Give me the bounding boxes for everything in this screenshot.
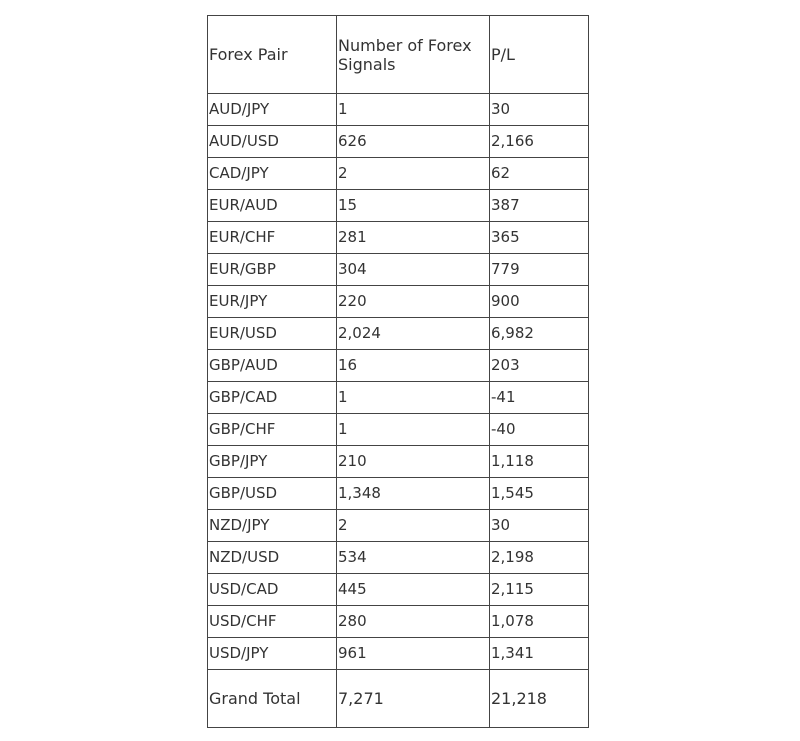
pl-cell: 62 xyxy=(490,158,589,190)
column-header-pl: P/L xyxy=(490,16,589,94)
forex-signals-table xyxy=(207,15,589,728)
forex-pair-cell: EUR/AUD xyxy=(208,190,337,222)
forex-pair-cell: USD/JPY xyxy=(208,638,337,670)
table-row xyxy=(208,542,589,574)
signal-count-cell: 626 xyxy=(337,126,490,158)
signal-count-cell: 961 xyxy=(337,638,490,670)
table-row xyxy=(208,318,589,350)
forex-pair-cell: AUD/JPY xyxy=(208,94,337,126)
forex-pair-cell: GBP/CHF xyxy=(208,414,337,446)
pl-cell: 6,982 xyxy=(490,318,589,350)
signal-count-cell: 534 xyxy=(337,542,490,574)
forex-pair-cell: EUR/CHF xyxy=(208,222,337,254)
table-row xyxy=(208,382,589,414)
grand-total-row xyxy=(208,670,589,728)
column-header-signals: Number of Forex Signals xyxy=(337,16,490,94)
table-row xyxy=(208,254,589,286)
pl-cell: 1,545 xyxy=(490,478,589,510)
signal-count-cell: 1 xyxy=(337,94,490,126)
table-row xyxy=(208,286,589,318)
pl-cell: 365 xyxy=(490,222,589,254)
signal-count-cell: 281 xyxy=(337,222,490,254)
column-header-pair: Forex Pair xyxy=(208,16,337,94)
forex-pair-cell: EUR/GBP xyxy=(208,254,337,286)
table-row xyxy=(208,510,589,542)
forex-pair-cell: AUD/USD xyxy=(208,126,337,158)
table-row xyxy=(208,606,589,638)
pl-cell: -41 xyxy=(490,382,589,414)
forex-pair-cell: USD/CAD xyxy=(208,574,337,606)
forex-pair-cell: EUR/JPY xyxy=(208,286,337,318)
signal-count-cell: 280 xyxy=(337,606,490,638)
grand-total-signals: 7,271 xyxy=(337,670,490,728)
pl-cell: 900 xyxy=(490,286,589,318)
table-row xyxy=(208,574,589,606)
pl-cell: 2,198 xyxy=(490,542,589,574)
pl-cell: 2,115 xyxy=(490,574,589,606)
header-row xyxy=(208,16,589,94)
forex-pair-cell: GBP/JPY xyxy=(208,446,337,478)
table-row xyxy=(208,222,589,254)
signal-count-cell: 304 xyxy=(337,254,490,286)
signal-count-cell: 15 xyxy=(337,190,490,222)
pl-cell: 779 xyxy=(490,254,589,286)
forex-pair-cell: NZD/USD xyxy=(208,542,337,574)
signal-count-cell: 1,348 xyxy=(337,478,490,510)
signal-count-cell: 2 xyxy=(337,158,490,190)
table-row xyxy=(208,446,589,478)
forex-pair-cell: USD/CHF xyxy=(208,606,337,638)
pl-cell: 1,118 xyxy=(490,446,589,478)
forex-pair-cell: GBP/USD xyxy=(208,478,337,510)
signal-count-cell: 1 xyxy=(337,414,490,446)
table-row xyxy=(208,158,589,190)
table-row xyxy=(208,126,589,158)
pl-cell: 203 xyxy=(490,350,589,382)
pl-cell: -40 xyxy=(490,414,589,446)
signal-count-cell: 220 xyxy=(337,286,490,318)
grand-total-label: Grand Total xyxy=(208,670,337,728)
pl-cell: 387 xyxy=(490,190,589,222)
signal-count-cell: 2,024 xyxy=(337,318,490,350)
table-row xyxy=(208,478,589,510)
pl-cell: 30 xyxy=(490,510,589,542)
table-row xyxy=(208,350,589,382)
table-row xyxy=(208,414,589,446)
forex-pair-cell: EUR/USD xyxy=(208,318,337,350)
pl-cell: 30 xyxy=(490,94,589,126)
table-row xyxy=(208,190,589,222)
table-body xyxy=(208,94,589,670)
signal-count-cell: 16 xyxy=(337,350,490,382)
forex-pair-cell: CAD/JPY xyxy=(208,158,337,190)
table-row xyxy=(208,94,589,126)
forex-pair-cell: NZD/JPY xyxy=(208,510,337,542)
forex-pair-cell: GBP/CAD xyxy=(208,382,337,414)
signal-count-cell: 2 xyxy=(337,510,490,542)
signal-count-cell: 1 xyxy=(337,382,490,414)
pl-cell: 1,078 xyxy=(490,606,589,638)
table-row xyxy=(208,638,589,670)
forex-pair-cell: GBP/AUD xyxy=(208,350,337,382)
signal-count-cell: 445 xyxy=(337,574,490,606)
signal-count-cell: 210 xyxy=(337,446,490,478)
pl-cell: 1,341 xyxy=(490,638,589,670)
pl-cell: 2,166 xyxy=(490,126,589,158)
grand-total-pl: 21,218 xyxy=(490,670,589,728)
